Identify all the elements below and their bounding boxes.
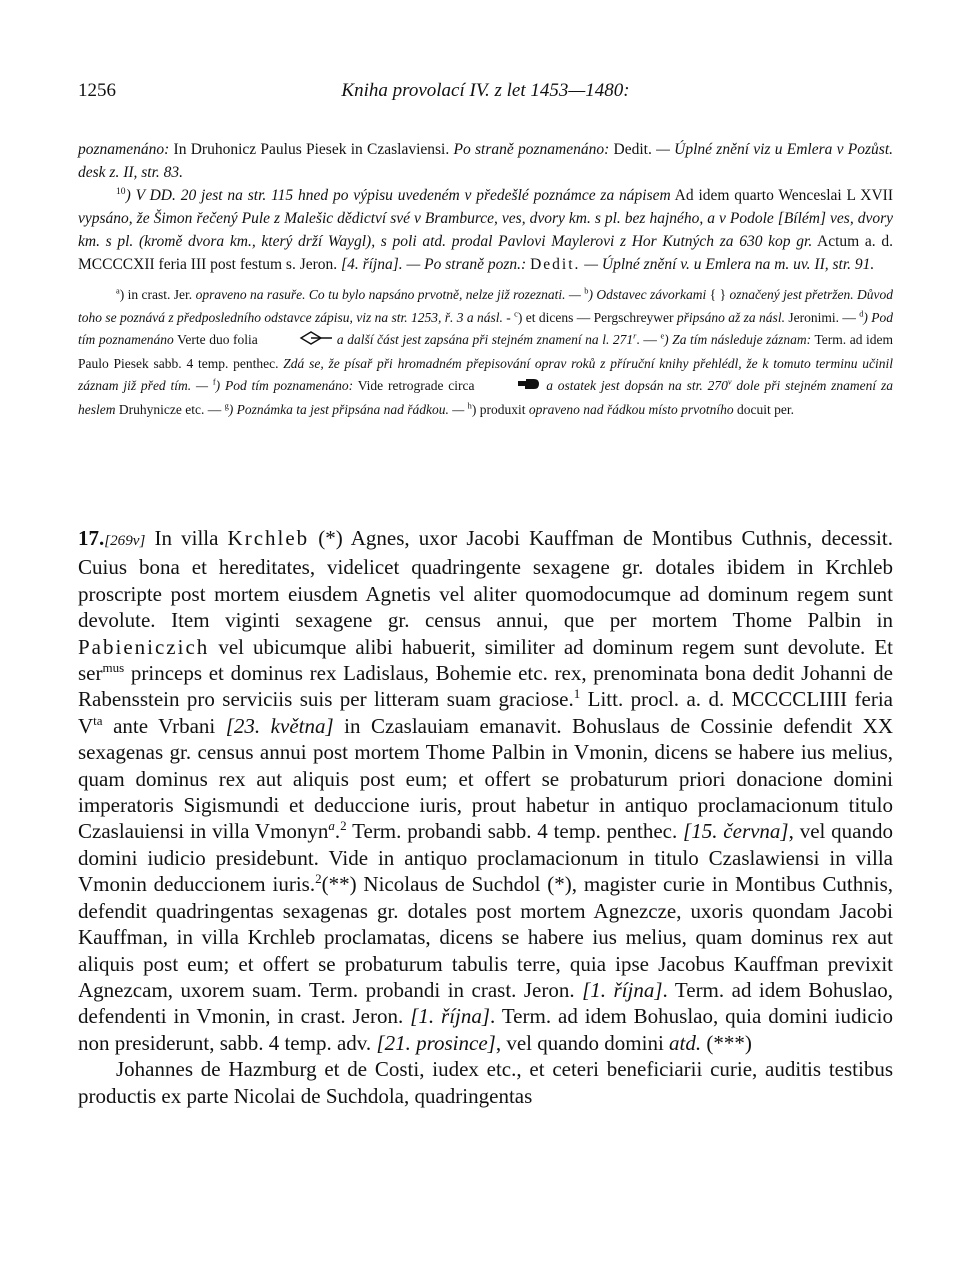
note-intro-d: Dedit.: [609, 141, 652, 158]
note-10-e: [4. října]. — Po straně pozn.:: [341, 256, 527, 273]
entry-17-continuation: Johannes de Hazmburg et de Costi, iudex etc., et ceteri beneficiarii curie, auditis testibus productis ex parte Nicolai de Suchdola, quadringentas: [78, 1057, 893, 1108]
note-intro-b: In Druhonicz Paulus Piesek in Czaslaviensi.: [169, 141, 454, 158]
main-text: [78, 525, 893, 1109]
note-intro: [78, 138, 893, 184]
footnote-ref-2b: 2: [315, 871, 322, 887]
entry-17-m: . Term. ad idem Bohuslao, quia domini iudicio non presiderunt, sabb. 4 temp. adv.: [78, 1004, 893, 1055]
variant-g-mark: g: [224, 401, 229, 411]
variant-ref-a: a: [328, 818, 335, 834]
entry-17-a-spaced: Krchleb: [227, 526, 310, 550]
note-emler: — Úplné znění viz u Emlera v Pozůst. desk z. II, str. 83.: [78, 141, 894, 181]
variant-h1: ) produxit: [471, 401, 529, 417]
variant-b-brace-open: {: [709, 287, 717, 302]
variant-d-sup: r: [633, 331, 637, 341]
footnote-ref-2: 2: [340, 818, 347, 834]
variant-b1: ) Odstavec závorkami: [588, 287, 710, 302]
note-10-mark: 10: [116, 185, 126, 197]
entry-17-f: ante Vrbani: [102, 713, 226, 738]
variant-c-mark: c: [514, 309, 518, 319]
variant-f-mark: f: [212, 377, 216, 387]
folio-mark: [269v]: [104, 533, 146, 549]
variant-b2: označený jest přetržen. Důvod toho se poznává z předposledního odstavce zápisu, viz na str. 1253, ř. 3 a násl. -: [78, 287, 894, 325]
entry-17-date-2: [15. června]: [683, 819, 789, 844]
variant-a1: ) in crast. Jer.: [119, 287, 196, 302]
entry-17-e: Litt. procl. a. d. MCCCCLIIII feria V: [78, 687, 893, 738]
entry-number: 17.: [78, 526, 105, 550]
variant-e3: Zdá se, že písař při hromadném přepisování oprav roků z příruční knihy přehlédl, že k tomuto terminu učinil záznam již před tím. —: [78, 355, 893, 394]
entry-17-n: , vel quando domini: [495, 1030, 670, 1055]
note-intro-c: Po straně poznamenáno:: [453, 141, 610, 158]
entry-17-d: princeps et dominus rex Ladislaus, Bohemie etc. rex, prenominata bona dedit Johanni de Rabensstein pro serviciis suis per litteram suam graciose.: [78, 661, 893, 712]
entry-17-atd: atd.: [669, 1030, 702, 1055]
variant-a-mark: a: [116, 286, 120, 296]
variant-f1: ) Pod tím poznamenáno:: [215, 378, 354, 394]
variant-f4: dole při stejném znamení za heslem: [78, 378, 894, 417]
variant-c3: Jeronimi. —: [784, 309, 856, 325]
entry-17-j: , vel quando domini iudicio presidebunt. Vide in antiquo proclamacionum in titulo Czaslawiensi in villa Vmonin deduccionem iuris.: [78, 819, 893, 897]
variant-f5: Druhynicze etc. —: [115, 401, 222, 417]
footnote-ref-1: 1: [573, 686, 581, 702]
entry-17-e-sup: ta: [93, 712, 103, 728]
entry-17-l: . Term. ad idem Bohuslao, defendenti in Vmonin, in crast. Jeron.: [78, 977, 893, 1029]
entry-17-b-spaced: Pabieniczich: [78, 634, 210, 659]
variant-f-sup: v: [727, 377, 732, 387]
variant-b-brace-close: }: [719, 287, 727, 302]
variant-c1: ) et dicens — Pergschreywer: [517, 309, 677, 325]
variant-notes: [78, 284, 893, 421]
entry-17-date-4: [1. října]: [410, 1004, 491, 1029]
entry-17-i: Term. probandi sabb. 4 temp. penthec.: [346, 819, 684, 844]
variant-d1: ) Pod tím poznamenáno: [78, 309, 894, 348]
variant-d3: a další část jest zapsána při stejném znamení na l. 271: [333, 332, 634, 348]
note-10-f: Dedit.: [530, 256, 581, 273]
variant-h-mark: h: [467, 401, 472, 411]
entry-17-date-5: [21. prosince]: [376, 1030, 496, 1055]
variant-e2: Term. ad idem Paulo Piesek sabb. 4 temp. penthec.: [78, 332, 894, 371]
variant-c2: připsáno až za násl.: [676, 309, 785, 325]
note-10-d: Actum a. d. MCCCCXII feria III post festum s. Jeron.: [78, 233, 893, 273]
entry-17-h: .: [334, 819, 341, 844]
entry-17: [78, 525, 893, 1056]
pointing-hand-icon: [479, 376, 541, 399]
diamond-sign-icon: [261, 330, 333, 353]
variant-f3: a ostatek jest dopsán na str. 270: [541, 378, 728, 394]
variant-d2: Verte duo folia: [177, 332, 262, 348]
variant-d-mark: d: [859, 309, 864, 319]
note-10-a: ) V DD. 20 jest na str. 115 hned po výpisu uvedeném v předešlé poznámce za nápisem: [125, 187, 671, 204]
page-number: 1256: [78, 80, 116, 101]
variant-e-mark: e: [660, 331, 665, 341]
entry-17-k: (**) Nicolaus de Suchdol (*), magister curie in Montibus Cuthnis, defendit quadringentas sexagenas gr. dotales post mortem Agnezcze, uxoris quondam Jacobi Kauffman, in villa Krchleb proclamatas, dicens se habere ius melius, quam dominus rex aut aliquis post eum; et offert se probaturum tabulis terre, quia ipse Jacobus Kauffman previxit Agnezcam, uxorem suam. Term. probandi in crast. Jeron.: [78, 872, 893, 1002]
note-intro-a: poznamenáno:: [78, 141, 170, 158]
variant-e1: ) Za tím následuje záznam:: [664, 332, 812, 348]
entry-17-c: vel ubicumque alibi habuerit, similiter ad dominum regem sunt devolute. Et ser: [78, 634, 893, 686]
entry-17-o: (***): [701, 1030, 752, 1055]
variant-notes-text: [78, 284, 893, 421]
note-10-b: Ad idem quarto Wenceslai L XVII: [670, 187, 893, 204]
variant-h2: opraveno nad řádkou místo prvotního: [528, 401, 734, 417]
variant-f2: Vide retrograde circa: [353, 378, 480, 394]
note-10-c: vypsáno, že Šimon řečený Pule z Malešic dědictví své v Bramburce, ves, dvory km. s pl. bez hajného, a v Podole [Bílém] ves, dvory km. s pl. (kromě dvora km., který drží Waygl), s poli atd. prodal Pavlovi Maylerovi z Hor Kutných za 630 kop gr.: [78, 210, 893, 250]
entry-17-g: in Czaslauiam emanavit. Bohuslaus de Cossinie defendit XX sexagenas gr. census annui post mortem Thome Palbin in Vmonin, dicens se habere ius melius, quam dominus rex aut aliquis post eum; et offert se probaturum priori donacione domini imperatoris Sigismundi et deduccione iuris, prout habetur in antiquo proclamacionum titulo Czaslauiensi in villa Vmonyn: [78, 713, 893, 844]
entry-17-c-sup: mus: [102, 660, 125, 676]
entry-17-date-3: [1. října]: [582, 977, 663, 1002]
entry-17-b: (*) Agnes, uxor Jacobi Kauffman de Montibus Cuthnis, decessit. Cuius bona et hereditates, videlicet quadringente sexagene gr. dotales ibidem in Krchleb proscripte post mortem eiusdem Agnetis vel aliter quomodocumque ad dominum regem sunt devolute. Item viginti sexagene gr. census annui, que per mortem Thome Palbin in: [78, 526, 893, 633]
entry-17-date-1: [23. května]: [225, 713, 334, 738]
note-10-g: — Úplné znění v. u Emlera na m. uv. II, str. 91.: [580, 256, 875, 273]
running-title: Kniha provolací IV. z let 1453—1480:: [341, 80, 630, 101]
variant-h3: docuit per.: [733, 401, 794, 417]
entry-17-a: In villa: [145, 526, 228, 550]
footnotes-block: [78, 138, 893, 421]
variant-g1: ) Poznámka ta jest připsána nad řádkou. —: [228, 401, 465, 417]
variant-b-mark: b: [584, 286, 589, 296]
note-10: [78, 184, 893, 276]
variant-d4: . —: [636, 332, 657, 348]
variant-a2: opraveno na rasuře. Co tu bylo napsáno prvotně, nelze již rozeznati. —: [195, 287, 581, 302]
